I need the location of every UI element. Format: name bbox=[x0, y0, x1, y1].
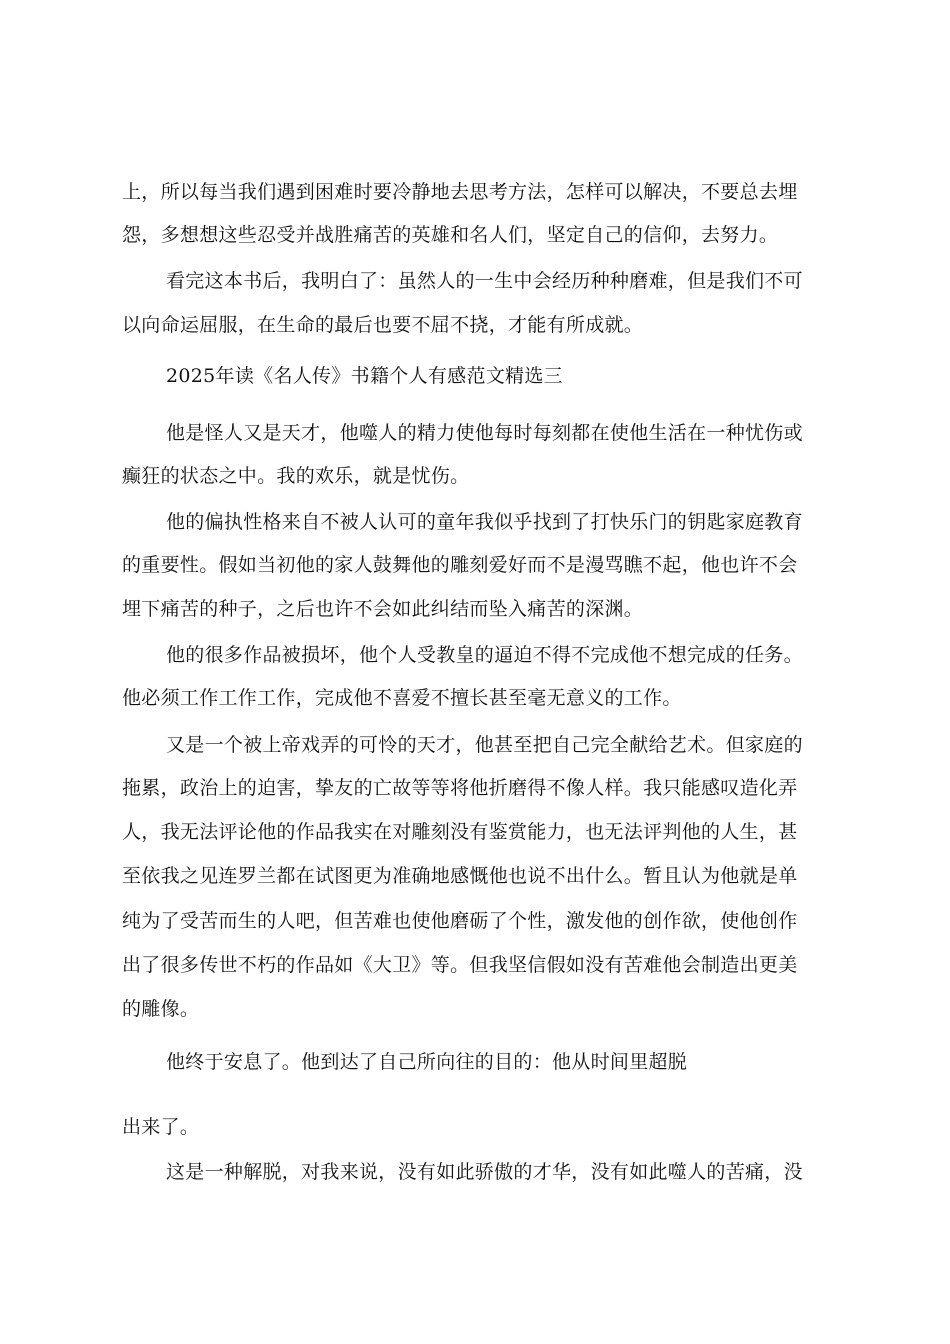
paragraph-line: 以向命运屈服，在生命的最后也要不屈不挠，才能有所成就。 bbox=[122, 314, 644, 336]
paragraph-line: 他终于安息了。他到达了自己所向往的目的：他从时间里超脱 bbox=[166, 1051, 688, 1073]
paragraph-line: 他的偏执性格来自不被人认可的童年我似乎找到了打快乐门的钥匙家庭教育 bbox=[166, 511, 803, 533]
section-heading: 2025年读《名人传》书籍个人有感范文精选三 bbox=[166, 365, 563, 387]
paragraph-line: 看完这本书后，我明白了：虽然人的一生中会经历种种磨难，但是我们不可 bbox=[166, 270, 803, 292]
paragraph-line: 至依我之见连罗兰都在试图更为准确地感慨他也说不出什么。暂且认为他就是单 bbox=[122, 865, 798, 887]
paragraph-line: 拖累，政治上的迫害，挚友的亡故等等将他折磨得不像人样。我只能感叹造化弄 bbox=[122, 777, 798, 799]
paragraph-line: 人，我无法评论他的作品我实在对雕刻没有鉴赏能力，也无法评判他的人生，甚 bbox=[122, 821, 798, 843]
paragraph-line: 他是怪人又是天才，他噬人的精力使他每时每刻都在使他生活在一种忧伤或 bbox=[166, 422, 803, 444]
paragraph-line: 纯为了受苦而生的人吧，但苦难也使他磨砺了个性，激发他的创作欲，使他创作 bbox=[122, 910, 798, 932]
paragraph-line: 又是一个被上帝戏弄的可怜的天才，他甚至把自己完全献给艺术。但家庭的 bbox=[166, 734, 803, 756]
paragraph-line: 的重要性。假如当初他的家人鼓舞他的雕刻爱好而不是漫骂瞧不起，他也许不会 bbox=[122, 554, 798, 576]
paragraph-line: 他的很多作品被损坏，他个人受教皇的逼迫不得不完成他不想完成的任务。 bbox=[166, 644, 803, 666]
paragraph-line: 这是一种解脱，对我来说，没有如此骄傲的才华，没有如此噬人的苦痛，没 bbox=[166, 1161, 803, 1183]
paragraph-line: 他必须工作工作工作，完成他不喜爱不擅长甚至毫无意义的工作。 bbox=[122, 687, 682, 709]
paragraph-line: 怨，多想想这些忍受并战胜痛苦的英雄和名人们，坚定自己的信仰，去努力。 bbox=[122, 224, 779, 246]
paragraph-line: 出了很多传世不朽的作品如《大卫》等。但我坚信假如没有苦难他会制造出更美 bbox=[122, 954, 798, 976]
paragraph-line: 癫狂的状态之中。我的欢乐，就是忧伤。 bbox=[122, 465, 470, 487]
paragraph-line: 埋下痛苦的种子，之后也许不会如此纠结而坠入痛苦的深渊。 bbox=[122, 598, 644, 620]
paragraph-line: 的雕像。 bbox=[122, 998, 200, 1020]
paragraph-line: 上，所以每当我们遇到困难时要冷静地去思考方法，怎样可以解决，不要总去埋 bbox=[122, 181, 798, 203]
paragraph-line: 出来了。 bbox=[122, 1116, 200, 1138]
